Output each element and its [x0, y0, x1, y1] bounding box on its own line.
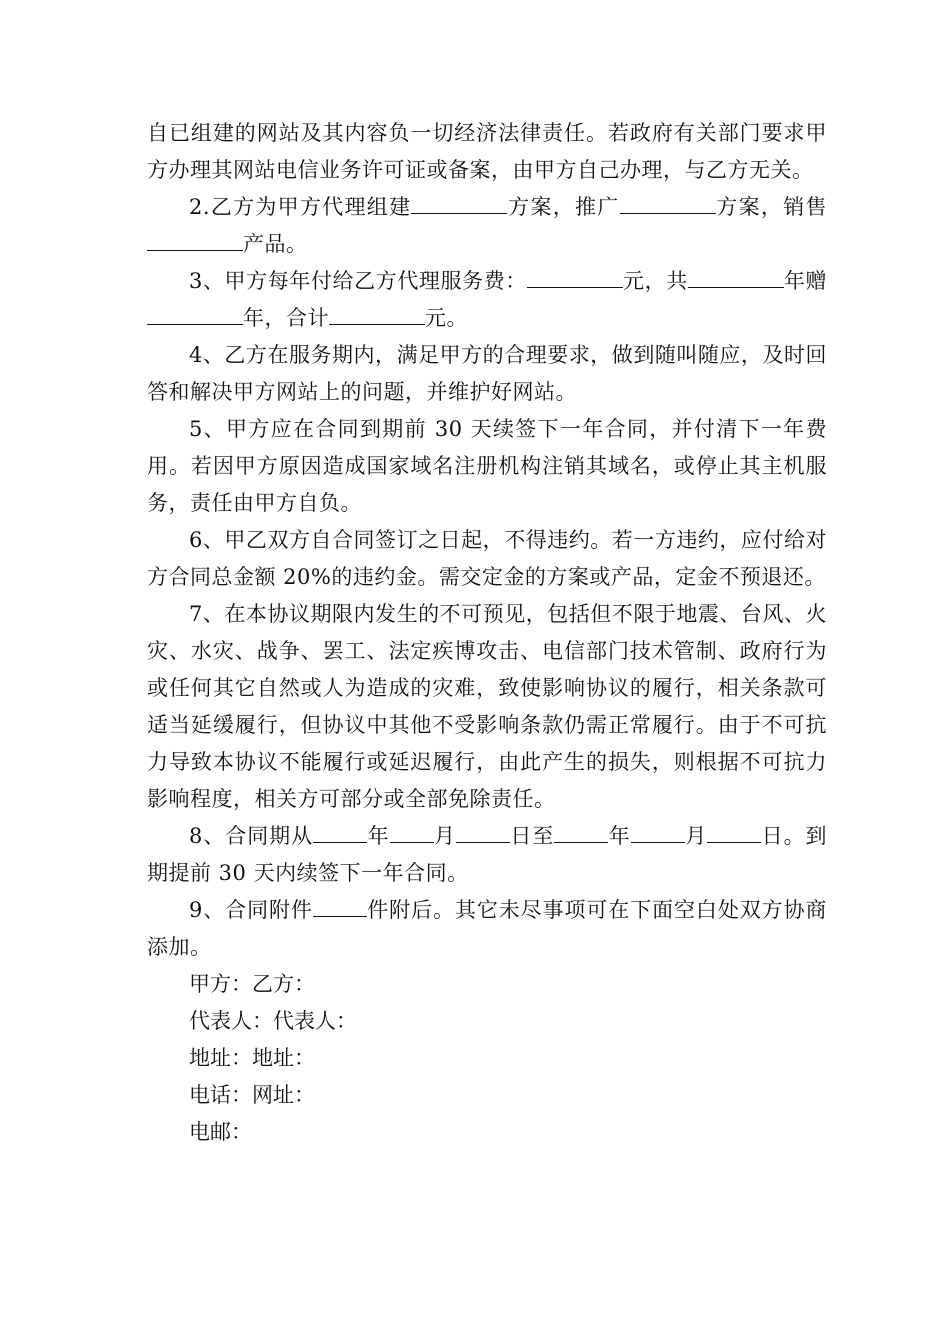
fill-blank: [631, 818, 685, 843]
signature-party: 甲方：乙方：: [189, 972, 315, 996]
paragraph-2: [147, 189, 827, 263]
fill-blank: [390, 818, 434, 843]
signature-representative: 代表人：代表人：: [189, 1009, 357, 1033]
fill-blank: [554, 818, 608, 843]
fill-blank: [313, 818, 367, 843]
fill-blank: [707, 818, 761, 843]
p2-text-a: 2.乙方为甲方代理组建: [189, 195, 412, 219]
fill-blank: [313, 892, 367, 917]
fill-blank: [456, 818, 510, 843]
paragraph-5: 5、甲方应在合同到期前 30 天续签下一年合同，并付清下一年费用。若因甲方原因造成国家域名注册机构注销其域名，或停止其主机服务，责任由甲方自负。: [147, 417, 827, 515]
fill-blank: [147, 226, 243, 251]
p9-text-a: 9、合同附件: [189, 898, 313, 922]
p8-text-a: 8、合同期从: [189, 824, 314, 848]
signature-phone: 电话：网址：: [189, 1083, 315, 1107]
fill-blank: [411, 189, 507, 214]
paragraph-4: 4、乙方在服务期内，满足甲方的合理要求，做到随叫随应，及时回答和解决甲方网站上的问题，并维护好网站。: [147, 343, 827, 404]
p3-text-a: 3、甲方每年付给乙方代理服务费：: [189, 269, 527, 293]
document-page: [147, 115, 827, 1151]
p2-text-b: 方案，推广: [507, 195, 620, 219]
p3-text-b: 元，共: [622, 269, 688, 293]
p8-text-f: 月: [684, 824, 708, 848]
p3-text-c: 年赠: [783, 269, 827, 293]
p8-text-b: 年: [367, 824, 390, 848]
p3-text-e: 元。: [425, 306, 468, 330]
p2-text-c: 方案，销售: [715, 195, 827, 219]
p8-text-g: 日。到期提前 30 天内续签下一年合同。: [147, 824, 828, 885]
p8-text-e: 年: [608, 824, 631, 848]
paragraph-8: [147, 818, 827, 892]
fill-blank: [527, 263, 623, 288]
paragraph-1: 自已组建的网站及其内容负一切经济法律责任。若政府有关部门要求甲方办理其网站电信业务许可证或备案，由甲方自己办理，与乙方无关。: [147, 121, 827, 182]
fill-blank: [620, 189, 716, 214]
fill-blank: [329, 300, 425, 325]
p8-text-d: 日至: [509, 824, 555, 848]
fill-blank: [688, 263, 784, 288]
paragraph-9: [147, 892, 827, 966]
fill-blank: [147, 300, 243, 325]
p8-text-c: 月: [433, 824, 456, 848]
p9-text-b: 件附后。其它未尽事项可在下面空白处双方协商添加。: [147, 898, 827, 959]
p3-text-d: 年，合计: [243, 306, 329, 330]
paragraph-7: 7、在本协议期限内发生的不可预见，包括但不限于地震、台风、火灾、水灾、战争、罢工、法定疾博攻击、电信部门技术管制、政府行为或任何其它自然或人为造成的灾难，致使影响协议的履行，相关条款可适当延缓履行，但协议中其他不受影响条款仍需正常履行。由于不可抗力导致本协议不能履行或延迟履行，由此产生的损失，则根据不可抗力影响程度，相关方可部分或全部免除责任。: [147, 602, 827, 811]
p2-text-d: 产品。: [243, 232, 308, 256]
signature-address: 地址：地址：: [189, 1046, 315, 1070]
signature-email: 电邮：: [189, 1120, 252, 1144]
paragraph-6: 6、甲乙双方自合同签订之日起，不得违约。若一方违约，应付给对方合同总金额 20%的违约金。需交定金的方案或产品，定金不预退还。: [147, 528, 827, 589]
paragraph-3: [147, 263, 827, 337]
